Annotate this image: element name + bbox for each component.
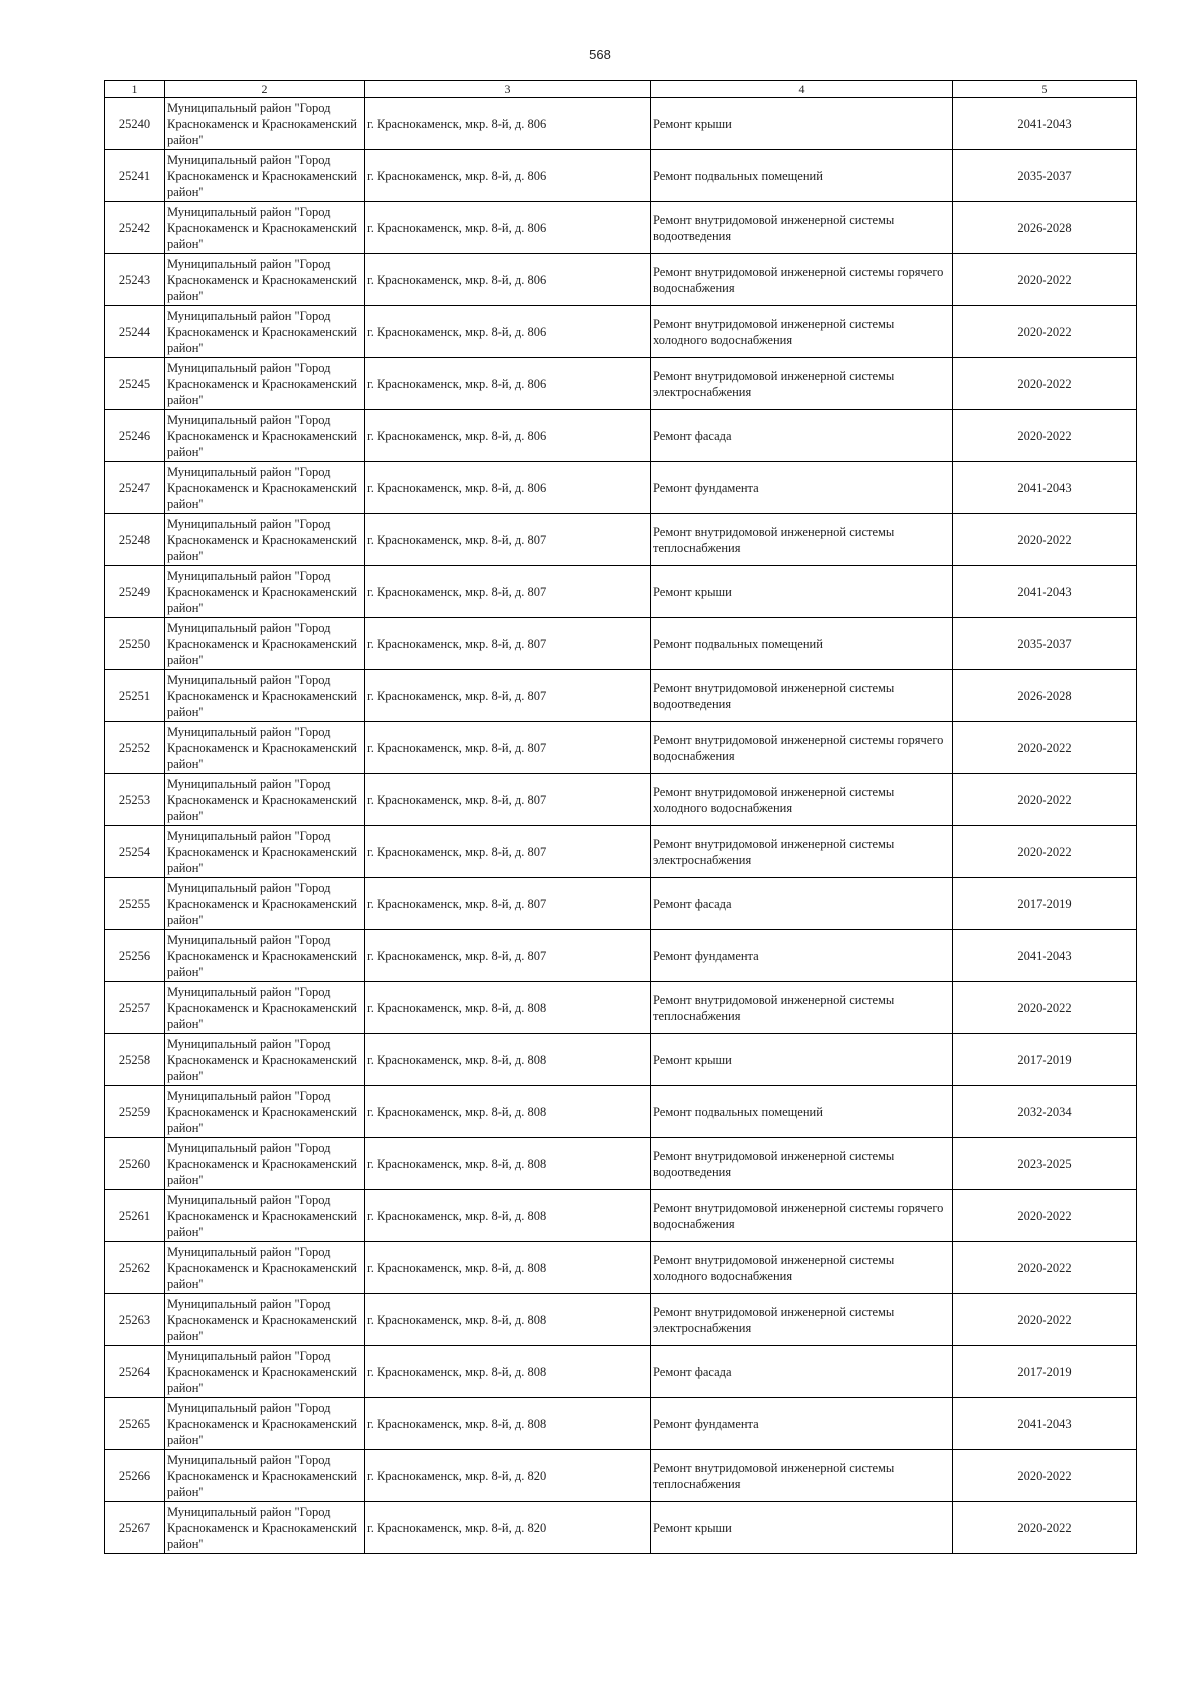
address-cell: г. Краснокаменск, мкр. 8-й, д. 808 [365, 1242, 651, 1294]
address-cell: г. Краснокаменск, мкр. 8-й, д. 808 [365, 1138, 651, 1190]
period-cell: 2017-2019 [953, 1034, 1137, 1086]
row-number-cell: 25254 [105, 826, 165, 878]
row-number-cell: 25264 [105, 1346, 165, 1398]
work-type-cell: Ремонт фасада [651, 1346, 953, 1398]
row-number-cell: 25245 [105, 358, 165, 410]
work-type-cell: Ремонт подвальных помещений [651, 618, 953, 670]
address-cell: г. Краснокаменск, мкр. 8-й, д. 807 [365, 670, 651, 722]
work-type-cell: Ремонт внутридомовой инженерной системы электроснабжения [651, 1294, 953, 1346]
work-type-cell: Ремонт крыши [651, 566, 953, 618]
period-cell: 2020-2022 [953, 774, 1137, 826]
period-cell: 2035-2037 [953, 618, 1137, 670]
municipality-cell: Муниципальный район "Город Краснокаменск и Краснокаменский район" [165, 930, 365, 982]
work-type-cell: Ремонт фасада [651, 410, 953, 462]
municipality-cell: Муниципальный район "Город Краснокаменск и Краснокаменский район" [165, 202, 365, 254]
work-type-cell: Ремонт фундамента [651, 930, 953, 982]
column-header: 5 [953, 81, 1137, 98]
row-number-cell: 25249 [105, 566, 165, 618]
address-cell: г. Краснокаменск, мкр. 8-й, д. 807 [365, 774, 651, 826]
address-cell: г. Краснокаменск, мкр. 8-й, д. 808 [365, 1294, 651, 1346]
row-number-cell: 25263 [105, 1294, 165, 1346]
municipality-cell: Муниципальный район "Город Краснокаменск и Краснокаменский район" [165, 1346, 365, 1398]
work-type-cell: Ремонт внутридомовой инженерной системы горячего водоснабжения [651, 722, 953, 774]
row-number-cell: 25255 [105, 878, 165, 930]
row-number-cell: 25251 [105, 670, 165, 722]
table-row [105, 1086, 1137, 1138]
address-cell: г. Краснокаменск, мкр. 8-й, д. 806 [365, 410, 651, 462]
period-cell: 2020-2022 [953, 358, 1137, 410]
table-row [105, 722, 1137, 774]
address-cell: г. Краснокаменск, мкр. 8-й, д. 807 [365, 930, 651, 982]
period-cell: 2020-2022 [953, 982, 1137, 1034]
address-cell: г. Краснокаменск, мкр. 8-й, д. 820 [365, 1502, 651, 1554]
work-type-cell: Ремонт внутридомовой инженерной системы теплоснабжения [651, 1450, 953, 1502]
municipality-cell: Муниципальный район "Город Краснокаменск и Краснокаменский район" [165, 1034, 365, 1086]
work-type-cell: Ремонт внутридомовой инженерной системы теплоснабжения [651, 982, 953, 1034]
table-row [105, 1398, 1137, 1450]
row-number-cell: 25257 [105, 982, 165, 1034]
address-cell: г. Краснокаменск, мкр. 8-й, д. 807 [365, 722, 651, 774]
table-row [105, 410, 1137, 462]
address-cell: г. Краснокаменск, мкр. 8-й, д. 808 [365, 1398, 651, 1450]
row-number-cell: 25265 [105, 1398, 165, 1450]
period-cell: 2026-2028 [953, 670, 1137, 722]
municipality-cell: Муниципальный район "Город Краснокаменск и Краснокаменский район" [165, 150, 365, 202]
table-row [105, 1138, 1137, 1190]
row-number-cell: 25260 [105, 1138, 165, 1190]
address-cell: г. Краснокаменск, мкр. 8-й, д. 807 [365, 618, 651, 670]
address-cell: г. Краснокаменск, мкр. 8-й, д. 807 [365, 878, 651, 930]
municipality-cell: Муниципальный район "Город Краснокаменск и Краснокаменский район" [165, 1086, 365, 1138]
municipality-cell: Муниципальный район "Город Краснокаменск и Краснокаменский район" [165, 514, 365, 566]
table-row [105, 514, 1137, 566]
address-cell: г. Краснокаменск, мкр. 8-й, д. 806 [365, 254, 651, 306]
period-cell: 2041-2043 [953, 462, 1137, 514]
municipality-cell: Муниципальный район "Город Краснокаменск и Краснокаменский район" [165, 618, 365, 670]
period-cell: 2020-2022 [953, 514, 1137, 566]
table-row [105, 306, 1137, 358]
municipality-cell: Муниципальный район "Город Краснокаменск и Краснокаменский район" [165, 982, 365, 1034]
address-cell: г. Краснокаменск, мкр. 8-й, д. 808 [365, 1346, 651, 1398]
period-cell: 2041-2043 [953, 1398, 1137, 1450]
table-row [105, 878, 1137, 930]
work-type-cell: Ремонт внутридомовой инженерной системы холодного водоснабжения [651, 774, 953, 826]
municipality-cell: Муниципальный район "Город Краснокаменск и Краснокаменский район" [165, 1398, 365, 1450]
table-row [105, 462, 1137, 514]
period-cell: 2020-2022 [953, 1242, 1137, 1294]
row-number-cell: 25259 [105, 1086, 165, 1138]
municipality-cell: Муниципальный район "Город Краснокаменск и Краснокаменский район" [165, 670, 365, 722]
work-type-cell: Ремонт внутридомовой инженерной системы холодного водоснабжения [651, 306, 953, 358]
period-cell: 2020-2022 [953, 722, 1137, 774]
row-number-cell: 25240 [105, 98, 165, 150]
period-cell: 2020-2022 [953, 254, 1137, 306]
municipality-cell: Муниципальный район "Город Краснокаменск и Краснокаменский район" [165, 462, 365, 514]
period-cell: 2035-2037 [953, 150, 1137, 202]
table-row [105, 1502, 1137, 1554]
work-type-cell: Ремонт фундамента [651, 1398, 953, 1450]
row-number-cell: 25244 [105, 306, 165, 358]
row-number-cell: 25242 [105, 202, 165, 254]
period-cell: 2020-2022 [953, 410, 1137, 462]
work-type-cell: Ремонт внутридомовой инженерной системы теплоснабжения [651, 514, 953, 566]
row-number-cell: 25246 [105, 410, 165, 462]
table-row [105, 826, 1137, 878]
table-row [105, 1294, 1137, 1346]
page-number: 568 [589, 47, 611, 62]
address-cell: г. Краснокаменск, мкр. 8-й, д. 808 [365, 982, 651, 1034]
period-cell: 2017-2019 [953, 878, 1137, 930]
work-type-cell: Ремонт подвальных помещений [651, 1086, 953, 1138]
work-type-cell: Ремонт фасада [651, 878, 953, 930]
municipality-cell: Муниципальный район "Город Краснокаменск и Краснокаменский район" [165, 1450, 365, 1502]
work-type-cell: Ремонт подвальных помещений [651, 150, 953, 202]
period-cell: 2020-2022 [953, 1502, 1137, 1554]
address-cell: г. Краснокаменск, мкр. 8-й, д. 820 [365, 1450, 651, 1502]
table-row [105, 1450, 1137, 1502]
period-cell: 2020-2022 [953, 826, 1137, 878]
municipality-cell: Муниципальный район "Город Краснокаменск и Краснокаменский район" [165, 774, 365, 826]
municipality-cell: Муниципальный район "Город Краснокаменск и Краснокаменский район" [165, 1502, 365, 1554]
municipality-cell: Муниципальный район "Город Краснокаменск и Краснокаменский район" [165, 410, 365, 462]
period-cell: 2041-2043 [953, 98, 1137, 150]
work-type-cell: Ремонт внутридомовой инженерной системы электроснабжения [651, 358, 953, 410]
work-type-cell: Ремонт внутридомовой инженерной системы горячего водоснабжения [651, 1190, 953, 1242]
row-number-cell: 25253 [105, 774, 165, 826]
table-row [105, 1190, 1137, 1242]
table-row [105, 98, 1137, 150]
period-cell: 2041-2043 [953, 930, 1137, 982]
table-row [105, 1034, 1137, 1086]
address-cell: г. Краснокаменск, мкр. 8-й, д. 806 [365, 98, 651, 150]
work-type-cell: Ремонт внутридомовой инженерной системы холодного водоснабжения [651, 1242, 953, 1294]
period-cell: 2020-2022 [953, 1450, 1137, 1502]
work-type-cell: Ремонт внутридомовой инженерной системы электроснабжения [651, 826, 953, 878]
address-cell: г. Краснокаменск, мкр. 8-й, д. 808 [365, 1034, 651, 1086]
column-header: 3 [365, 81, 651, 98]
row-number-cell: 25252 [105, 722, 165, 774]
address-cell: г. Краснокаменск, мкр. 8-й, д. 807 [365, 826, 651, 878]
table-row [105, 566, 1137, 618]
municipality-cell: Муниципальный район "Город Краснокаменск и Краснокаменский район" [165, 98, 365, 150]
address-cell: г. Краснокаменск, мкр. 8-й, д. 806 [365, 150, 651, 202]
period-cell: 2020-2022 [953, 1294, 1137, 1346]
address-cell: г. Краснокаменск, мкр. 8-й, д. 808 [365, 1190, 651, 1242]
row-number-cell: 25267 [105, 1502, 165, 1554]
address-cell: г. Краснокаменск, мкр. 8-й, д. 806 [365, 306, 651, 358]
municipality-cell: Муниципальный район "Город Краснокаменск и Краснокаменский район" [165, 358, 365, 410]
table-row [105, 150, 1137, 202]
work-type-cell: Ремонт крыши [651, 1034, 953, 1086]
address-cell: г. Краснокаменск, мкр. 8-й, д. 806 [365, 462, 651, 514]
municipality-cell: Муниципальный район "Город Краснокаменск и Краснокаменский район" [165, 306, 365, 358]
address-cell: г. Краснокаменск, мкр. 8-й, д. 807 [365, 566, 651, 618]
row-number-cell: 25247 [105, 462, 165, 514]
table-row [105, 358, 1137, 410]
period-cell: 2023-2025 [953, 1138, 1137, 1190]
row-number-cell: 25256 [105, 930, 165, 982]
table-row [105, 202, 1137, 254]
row-number-cell: 25261 [105, 1190, 165, 1242]
address-cell: г. Краснокаменск, мкр. 8-й, д. 806 [365, 202, 651, 254]
municipality-cell: Муниципальный район "Город Краснокаменск и Краснокаменский район" [165, 722, 365, 774]
municipality-cell: Муниципальный район "Город Краснокаменск и Краснокаменский район" [165, 826, 365, 878]
period-cell: 2017-2019 [953, 1346, 1137, 1398]
column-header: 1 [105, 81, 165, 98]
row-number-cell: 25266 [105, 1450, 165, 1502]
row-number-cell: 25248 [105, 514, 165, 566]
municipality-cell: Муниципальный район "Город Краснокаменск и Краснокаменский район" [165, 254, 365, 306]
row-number-cell: 25258 [105, 1034, 165, 1086]
table-row [105, 254, 1137, 306]
header-row [105, 81, 1137, 98]
table-row [105, 1242, 1137, 1294]
municipality-cell: Муниципальный район "Город Краснокаменск и Краснокаменский район" [165, 1190, 365, 1242]
table-row [105, 774, 1137, 826]
address-cell: г. Краснокаменск, мкр. 8-й, д. 807 [365, 514, 651, 566]
municipality-cell: Муниципальный район "Город Краснокаменск и Краснокаменский район" [165, 1242, 365, 1294]
period-cell: 2020-2022 [953, 306, 1137, 358]
table-row [105, 930, 1137, 982]
column-header: 4 [651, 81, 953, 98]
work-type-cell: Ремонт крыши [651, 1502, 953, 1554]
period-cell: 2041-2043 [953, 566, 1137, 618]
table-row [105, 982, 1137, 1034]
row-number-cell: 25241 [105, 150, 165, 202]
municipality-cell: Муниципальный район "Город Краснокаменск и Краснокаменский район" [165, 1138, 365, 1190]
work-type-cell: Ремонт внутридомовой инженерной системы водоотведения [651, 670, 953, 722]
work-type-cell: Ремонт внутридомовой инженерной системы водоотведения [651, 202, 953, 254]
table-row [105, 670, 1137, 722]
table-row [105, 1346, 1137, 1398]
municipality-cell: Муниципальный район "Город Краснокаменск и Краснокаменский район" [165, 1294, 365, 1346]
address-cell: г. Краснокаменск, мкр. 8-й, д. 808 [365, 1086, 651, 1138]
period-cell: 2032-2034 [953, 1086, 1137, 1138]
row-number-cell: 25243 [105, 254, 165, 306]
work-type-cell: Ремонт крыши [651, 98, 953, 150]
row-number-cell: 25262 [105, 1242, 165, 1294]
registry-table [104, 80, 1137, 1554]
work-type-cell: Ремонт внутридомовой инженерной системы горячего водоснабжения [651, 254, 953, 306]
municipality-cell: Муниципальный район "Город Краснокаменск и Краснокаменский район" [165, 566, 365, 618]
work-type-cell: Ремонт фундамента [651, 462, 953, 514]
work-type-cell: Ремонт внутридомовой инженерной системы водоотведения [651, 1138, 953, 1190]
column-header: 2 [165, 81, 365, 98]
row-number-cell: 25250 [105, 618, 165, 670]
period-cell: 2026-2028 [953, 202, 1137, 254]
table-row [105, 618, 1137, 670]
municipality-cell: Муниципальный район "Город Краснокаменск и Краснокаменский район" [165, 878, 365, 930]
address-cell: г. Краснокаменск, мкр. 8-й, д. 806 [365, 358, 651, 410]
period-cell: 2020-2022 [953, 1190, 1137, 1242]
